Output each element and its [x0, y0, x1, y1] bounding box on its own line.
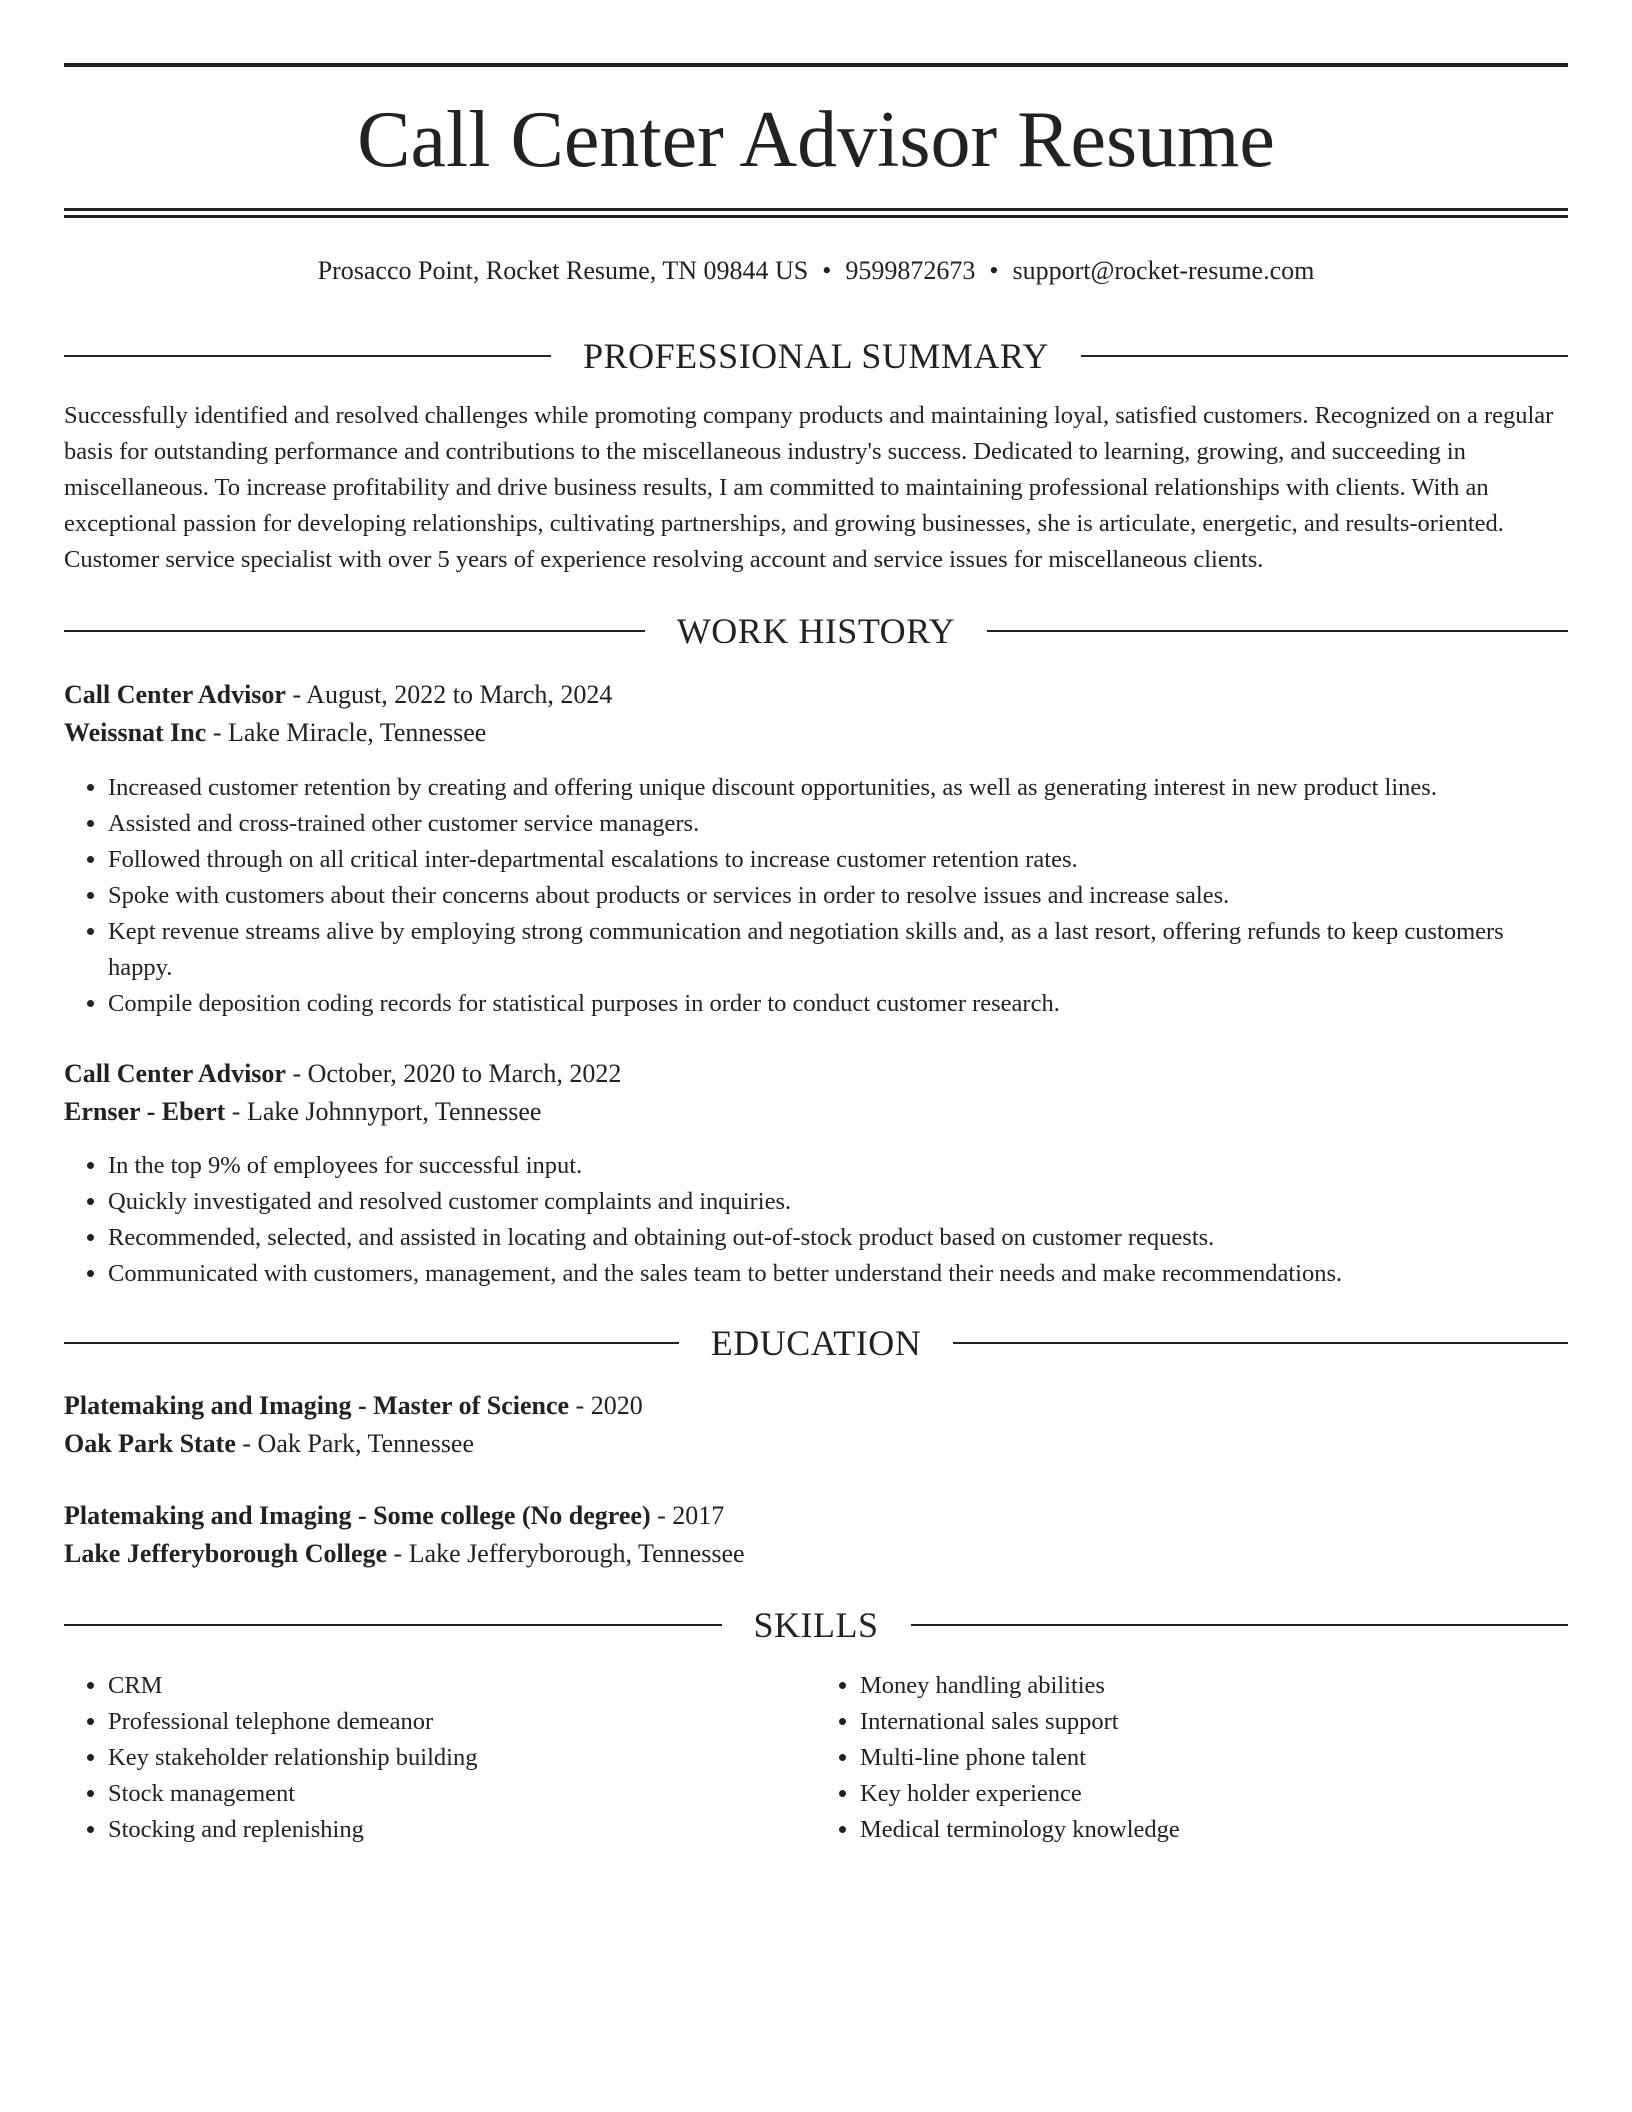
education-year: - 2020: [569, 1391, 643, 1420]
contact-separator: •: [989, 256, 999, 285]
job-title-line: [64, 1055, 1568, 1093]
education-location: - Oak Park, Tennessee: [235, 1429, 475, 1458]
job-bullets: [64, 1148, 1568, 1292]
job-dates: - October, 2020 to March, 2022: [285, 1059, 622, 1088]
summary-section: [64, 398, 1568, 578]
contact-separator: •: [822, 256, 832, 285]
contact-email: support@rocket-resume.com: [1012, 256, 1315, 285]
job-company-line: [64, 714, 1568, 752]
skill-item: • Key stakeholder relationship building: [108, 1740, 816, 1776]
skills-column-left: [64, 1668, 816, 1848]
skill-item: • Stock management: [108, 1776, 816, 1812]
education-school: Lake Jefferyborough College: [64, 1539, 388, 1568]
job-title: Call Center Advisor: [64, 1059, 286, 1088]
work-history-heading-label: WORK HISTORY: [676, 611, 956, 651]
job-bullet: • Followed through on all critical inter-departmental escalations to increase customer retention rates.: [108, 842, 1568, 878]
job-entry: [64, 1055, 1568, 1131]
heading-rule: [953, 1342, 1568, 1344]
heading-rule: [64, 355, 551, 357]
job-bullet: • Assisted and cross-trained other customer service managers.: [108, 806, 1568, 842]
heading-rule: [987, 630, 1568, 632]
education-school: Oak Park State: [64, 1429, 236, 1458]
job-company: Ernser - Ebert: [64, 1097, 226, 1126]
job-location: - Lake Miracle, Tennessee: [206, 718, 487, 747]
summary-text: Successfully identified and resolved challenges while promoting company products and maintaining loyal, satisfied customers. Recognized on a regular basis for outstanding performance and contributions to the miscellaneous industry's success. Dedicated to learning, growing, and succeeding in miscellaneous. To increase profitability and drive business results, I am committed to maintaining professional relationships with clients. With an exceptional passion for developing relationships, cultivating partnerships, and growing businesses, she is articulate, energetic, and results-oriented. Customer service specialist with over 5 years of experience resolving account and service issues for miscellaneous clients.: [64, 402, 1554, 573]
education-entry: [64, 1387, 1568, 1463]
education-location: - Lake Jefferyborough, Tennessee: [387, 1539, 745, 1568]
job-bullets: [64, 770, 1568, 1022]
contact-line: [64, 254, 1568, 288]
heading-rule: [64, 1624, 722, 1626]
contact-address: Prosacco Point, Rocket Resume, TN 09844 US: [317, 256, 809, 285]
job-bullet: • Increased customer retention by creating and offering unique discount opportunities, as well as generating interest in new product lines.: [108, 770, 1568, 806]
skill-item: • Key holder experience: [860, 1776, 1568, 1812]
education-school-line: [64, 1535, 1568, 1573]
education-heading-label: EDUCATION: [710, 1323, 922, 1363]
job-bullet-list: [64, 1148, 1568, 1292]
job-location: - Lake Johnnyport, Tennessee: [225, 1097, 542, 1126]
skill-item: • CRM: [108, 1668, 816, 1704]
work-history-section-heading: [64, 609, 1568, 653]
job-bullet: • Recommended, selected, and assisted in locating and obtaining out-of-stock product based on customer requests.: [108, 1220, 1568, 1256]
job-bullet-list: [64, 770, 1568, 1022]
education-school-line: [64, 1425, 1568, 1463]
job-bullet: • Spoke with customers about their concerns about products or services in order to resolve issues and increase sales.: [108, 878, 1568, 914]
heading-rule: [911, 1624, 1569, 1626]
job-dates: - August, 2022 to March, 2024: [285, 680, 613, 709]
skill-item: • Professional telephone demeanor: [108, 1704, 816, 1740]
skills-list: [64, 1668, 1568, 1848]
heading-rule: [64, 1342, 679, 1344]
education-degree: Platemaking and Imaging - Master of Science: [64, 1391, 570, 1420]
resume-title: Call Center Advisor Resume: [357, 96, 1275, 184]
education-entry: [64, 1497, 1568, 1573]
job-bullet: • Kept revenue streams alive by employing strong communication and negotiation skills and, as a last resort, offering refunds to keep customers happy.: [108, 914, 1568, 986]
skills-section-heading: [64, 1603, 1568, 1647]
job-company: Weissnat Inc: [64, 718, 207, 747]
skills-column-right: [816, 1668, 1568, 1848]
job-bullet: • Compile deposition coding records for statistical purposes in order to conduct customer research.: [108, 986, 1568, 1022]
job-bullet: • Communicated with customers, management, and the sales team to better understand their needs and make recommendations.: [108, 1256, 1568, 1292]
education-section-heading: [64, 1321, 1568, 1365]
job-bullet: • Quickly investigated and resolved customer complaints and inquiries.: [108, 1184, 1568, 1220]
summary-section-heading: [64, 334, 1568, 378]
skill-item: • Multi-line phone talent: [860, 1740, 1568, 1776]
contact-phone: 9599872673: [845, 256, 976, 285]
job-title: Call Center Advisor: [64, 680, 286, 709]
skill-item: • Medical terminology knowledge: [860, 1812, 1568, 1848]
title-double-rule: [64, 208, 1568, 218]
education-year: - 2017: [650, 1501, 725, 1530]
skills-heading-label: SKILLS: [753, 1605, 879, 1645]
skill-item: • Money handling abilities: [860, 1668, 1568, 1704]
job-title-line: [64, 676, 1568, 714]
top-rule: [64, 63, 1568, 67]
skill-item: • Stocking and replenishing: [108, 1812, 816, 1848]
skill-item: • International sales support: [860, 1704, 1568, 1740]
summary-heading-label: PROFESSIONAL SUMMARY: [583, 336, 1049, 376]
job-bullet: • In the top 9% of employees for successful input.: [108, 1148, 1568, 1184]
education-degree-line: [64, 1387, 1568, 1425]
heading-rule: [1081, 355, 1568, 357]
education-degree-line: [64, 1497, 1568, 1535]
job-company-line: [64, 1093, 1568, 1131]
heading-rule: [64, 630, 645, 632]
education-degree: Platemaking and Imaging - Some college (No degree): [64, 1501, 651, 1530]
job-entry: [64, 676, 1568, 752]
